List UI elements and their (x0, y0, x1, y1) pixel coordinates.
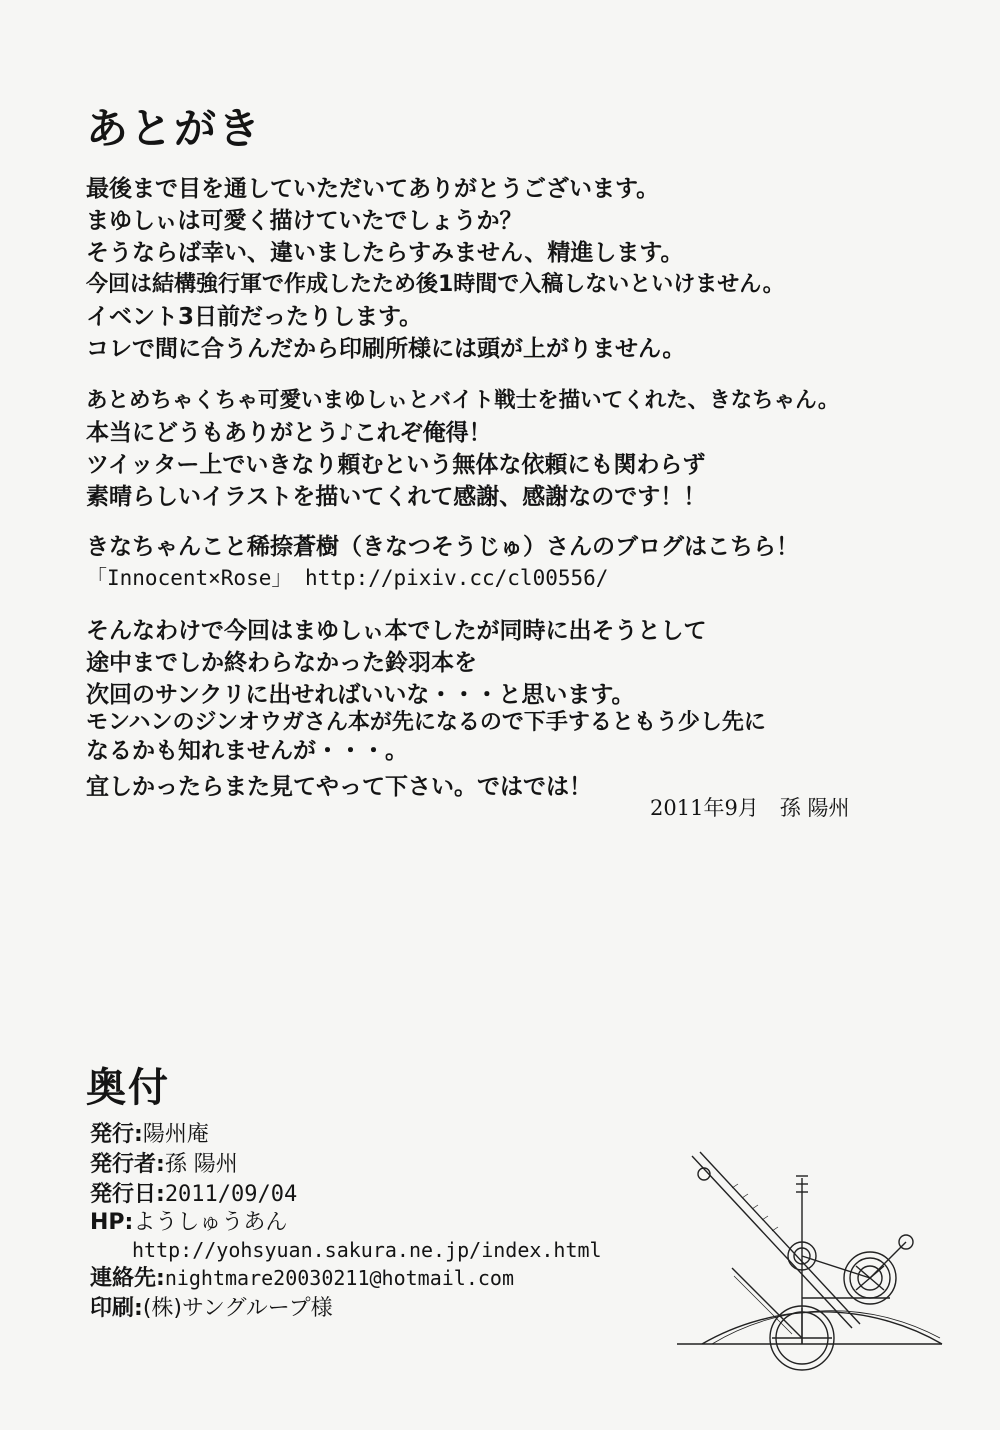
colophon-printer (90, 1298, 333, 1320)
afterword-line: きなちゃんこと稀捺蒼樹（きなつそうじゅ）さんのブログはこちら！ (86, 534, 799, 560)
gear-clock-illustration (672, 1148, 962, 1398)
signature: 2011年9月 孫 陽州 (650, 796, 850, 820)
blog-link-line[interactable]: 「Innocent×Rose」 http://pixiv.cc/cl00556/ (86, 566, 609, 590)
afterword-line: なるかも知れませんが・・・。 (86, 738, 408, 764)
afterword-line: モンハンのジンオウガさん本が先になるので下手するともう少し先に (86, 710, 766, 735)
printer-value: (株)サングループ様 (142, 1296, 333, 1321)
colophon-hp (90, 1212, 287, 1234)
contact-email-link[interactable]: nightmare20030211@hotmail.com (164, 1266, 515, 1290)
colophon-date (90, 1184, 297, 1206)
homepage-url-link[interactable]: http://yohsyuan.sakura.ne.jp/index.html (132, 1238, 602, 1262)
afterword-title: あとがき (86, 104, 263, 153)
date-label: 発行日: (90, 1182, 165, 1207)
afterword-line: そんなわけで今回はまゆしぃ本でしたが同時に出そうとして (86, 618, 707, 644)
author-label: 発行者: (90, 1152, 165, 1177)
hp-label: HP: (90, 1210, 134, 1235)
afterword-line: 途中までしか終わらなかった鈴羽本を (86, 650, 477, 676)
author-value: 孫 陽州 (164, 1152, 238, 1177)
diagonal-arm (692, 1156, 852, 1328)
afterword-line: コレで間に合うんだから印刷所様には頭が上がりません。 (86, 336, 686, 362)
afterword-line: 宜しかったらまた見てやって下さい。ではでは！ (86, 774, 592, 800)
afterword-line: 素晴らしいイラストを描いてくれて感謝、感謝なのです！！ (86, 484, 707, 510)
colophon-publisher (90, 1124, 209, 1146)
colophon-title: 奥付 (86, 1065, 170, 1111)
afterword-line: そうならば幸い、違いましたらすみません、精進します。 (86, 240, 684, 266)
afterword-line: ツイッター上でいきなり頼むという無体な依頼にも関わらず (86, 452, 706, 478)
contact-label: 連絡先: (90, 1266, 165, 1291)
quarter-arc (702, 1312, 942, 1344)
hp-value: ようしゅうあん (133, 1210, 288, 1235)
afterword-line: 本当にどうもありがとう♪これぞ俺得！ (86, 420, 492, 446)
colophon-author (90, 1154, 238, 1176)
afterword-line: あとめちゃくちゃ可愛いまゆしぃとバイト戦士を描いてくれた、きなちゃん。 (86, 388, 840, 413)
publisher-value: 陽州庵 (142, 1122, 209, 1147)
afterword-line: 最後まで目を通していただいてありがとうございます。 (86, 176, 660, 202)
date-value: 2011/09/04 (164, 1182, 298, 1207)
afterword-line: イベント3日前だったりします。 (86, 304, 423, 330)
printer-label: 印刷: (90, 1296, 143, 1321)
afterword-line: 次回のサンクリに出せればいいな・・・と思います。 (86, 682, 635, 708)
afterword-line: まゆしぃは可愛く描けていたでしょうか？ (86, 208, 523, 234)
afterword-line: 今回は結構強行軍で作成したため後1時間で入稿しないといけません。 (86, 272, 785, 297)
publisher-label: 発行: (90, 1122, 143, 1147)
colophon-contact (90, 1268, 514, 1290)
